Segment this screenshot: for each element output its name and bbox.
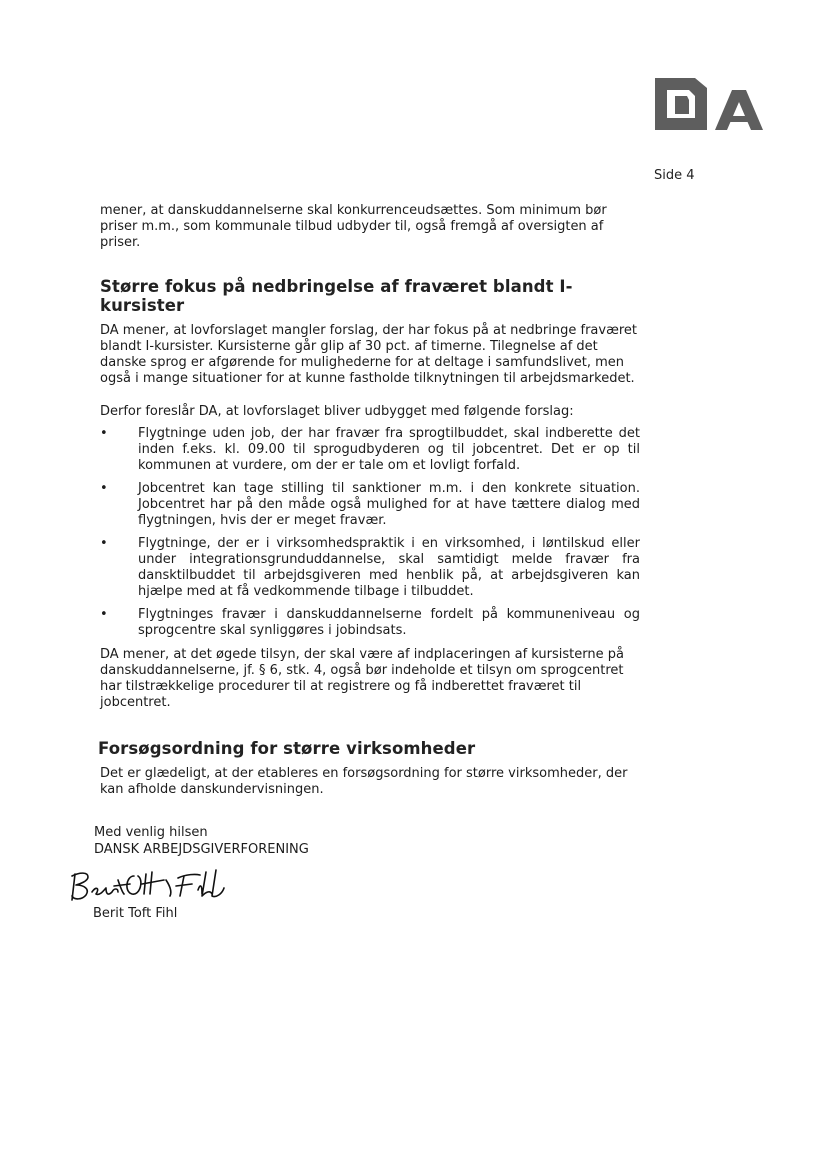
list-item — [100, 481, 640, 529]
signer-name: Berit Toft Fihl — [93, 906, 178, 921]
section-heading-trial-scheme: Forsøgsordning for større virksomheder — [98, 739, 476, 758]
bullet-icon: • — [100, 536, 108, 551]
section-heading-absence: Større fokus på nedbringelse af fraværet blandt I-kursister — [100, 277, 573, 315]
closing-greeting: Med venlig hilsen — [94, 825, 208, 840]
section2-paragraph: Det er glædeligt, at der etableres en forsøgsordning for større virksomheder, der kan afholde danskundervisningen. — [100, 766, 628, 797]
page-number: Side 4 — [654, 168, 695, 183]
letter-body — [100, 203, 640, 828]
intro-paragraph: mener, at danskuddannelserne skal konkurrenceudsættes. Som minimum bør priser m.m., som kommunale tilbud udbyder til, også fremgå af oversigten af priser. — [100, 203, 607, 250]
bullet-icon: • — [100, 607, 108, 622]
section1-paragraph2: Derfor foreslår DA, at lovforslaget bliver udbygget med følgende forslag: — [100, 404, 574, 419]
list-item — [100, 426, 640, 474]
bullet-icon: • — [100, 481, 108, 496]
list-item — [100, 536, 640, 600]
list-item-text: Flygtninge uden job, der har fravær fra sprogtilbuddet, skal indberette det inden f.eks. kl. 09.00 til sprogudbyderen og til jobcentret. Det er op til kommunen at vurdere, om der er tale om et lovligt forfald. — [138, 426, 640, 473]
closing-organization: DANSK ARBEJDSGIVERFORENING — [94, 842, 309, 857]
section1-paragraph3: DA mener, at det øgede tilsyn, der skal være af indplaceringen af kursisterne på danskuddannelserne, jf. § 6, stk. 4, også bør indeholde et tilsyn om sprogcentret har tilstrækkelige procedurer til at registrere og få indberettet fraværet til jobcentret. — [100, 647, 624, 710]
list-item-text: Jobcentret kan tage stilling til sanktioner m.m. i den konkrete situation. Jobcentret har på den måde også mulighed for at have tættere dialog med flygtningen, hvis der er meget fravær. — [138, 481, 640, 528]
proposal-list — [100, 426, 640, 639]
section1-paragraph1: DA mener, at lovforslaget mangler forslag, der har fokus på at nedbringe fraværet blandt I-kursister. Kursisterne går glip af 30 pct. af timerne. Tilegnelse af det danske sprog er afgørende for mulighederne for at deltage i samfundslivet, men også i mange situationer for at kunne fastholde tilknytningen til arbejdsmarkedet. — [100, 323, 638, 386]
list-item-text: Flygtninges fravær i danskuddannelserne fordelt på kommuneniveau og sprogcentre skal synliggøres i jobindsats. — [138, 607, 640, 638]
bullet-icon: • — [100, 426, 108, 441]
closing-block — [94, 824, 309, 858]
da-logo — [655, 74, 765, 136]
list-item — [100, 607, 640, 639]
list-item-text: Flygtninge, der er i virksomhedspraktik i en virksomhed, i løntilskud eller under integrationsgrunduddannelse, skal samtidigt melde fravær fra dansktilbuddet til arbejdsgiveren med henblik på, at arbejdsgiveren kan hjælpe med at få vedkommende tilbage i tilbuddet. — [138, 536, 640, 599]
handwritten-signature — [66, 866, 246, 910]
